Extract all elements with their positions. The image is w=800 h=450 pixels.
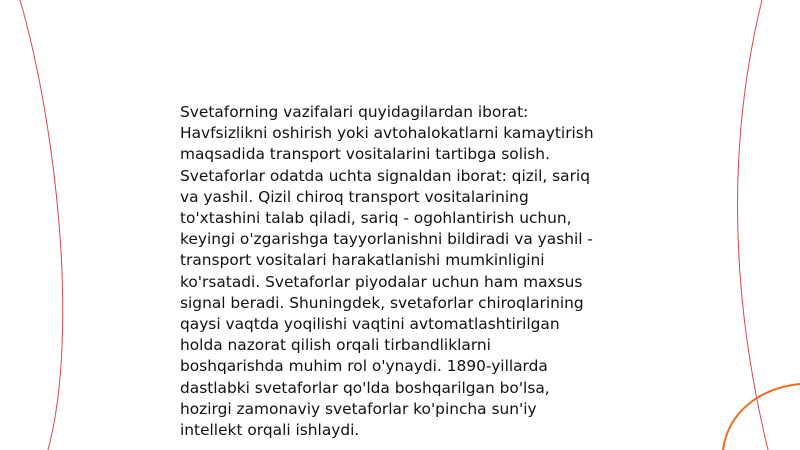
paragraph-line: hozirgi zamonaviy svetaforlar ko'pincha sun'iy xyxy=(180,399,537,418)
paragraph-line: dastlabki svetaforlar qo'lda boshqarilgan bo'lsa, xyxy=(180,378,550,397)
paragraph-line: va yashil. Qizil chiroq transport vositalarining xyxy=(180,187,529,206)
paragraph-line: maqsadida transport vositalarini tartibga solish. xyxy=(180,145,550,164)
paragraph-line: Svetaforlar odatda uchta signaldan iborat: qizil, sariq xyxy=(180,166,590,185)
paragraph-line: Havfsizlikni oshirish yoki avtohalokatlarni kamaytirish xyxy=(180,124,594,143)
left-arc xyxy=(20,0,63,450)
paragraph-line: keyingi o'zgarishga tayyorlanishni bildiradi va yashil - xyxy=(180,230,593,249)
paragraph-line: boshqarishda muhim rol o'ynaydi. 1890-yillarda xyxy=(180,357,548,376)
paragraph-line: to'xtashini talab qiladi, sariq - ogohlantirish uchun, xyxy=(180,209,572,228)
paragraph-line: intellekt orqali ishlaydi. xyxy=(180,421,360,440)
paragraph-line: qaysi vaqtda yoqilishi vaqtini avtomatlashtirilgan xyxy=(180,315,560,334)
paragraph-line: signal beradi. Shuningdek, svetaforlar chiroqlarining xyxy=(180,293,584,312)
paragraph-line: Svetaforning vazifalari quyidagilardan iborat: xyxy=(180,103,529,121)
paragraph-line: ko'rsatadi. Svetaforlar piyodalar uchun ham maxsus xyxy=(180,272,583,291)
body-paragraph xyxy=(180,102,630,441)
accent-arc xyxy=(723,384,800,450)
right-arc xyxy=(738,0,768,450)
paragraph-line: holda nazorat qilish orqali tirbandliklarni xyxy=(180,336,491,355)
paragraph-line: transport vositalari harakatlanishi mumkinligini xyxy=(180,251,545,270)
